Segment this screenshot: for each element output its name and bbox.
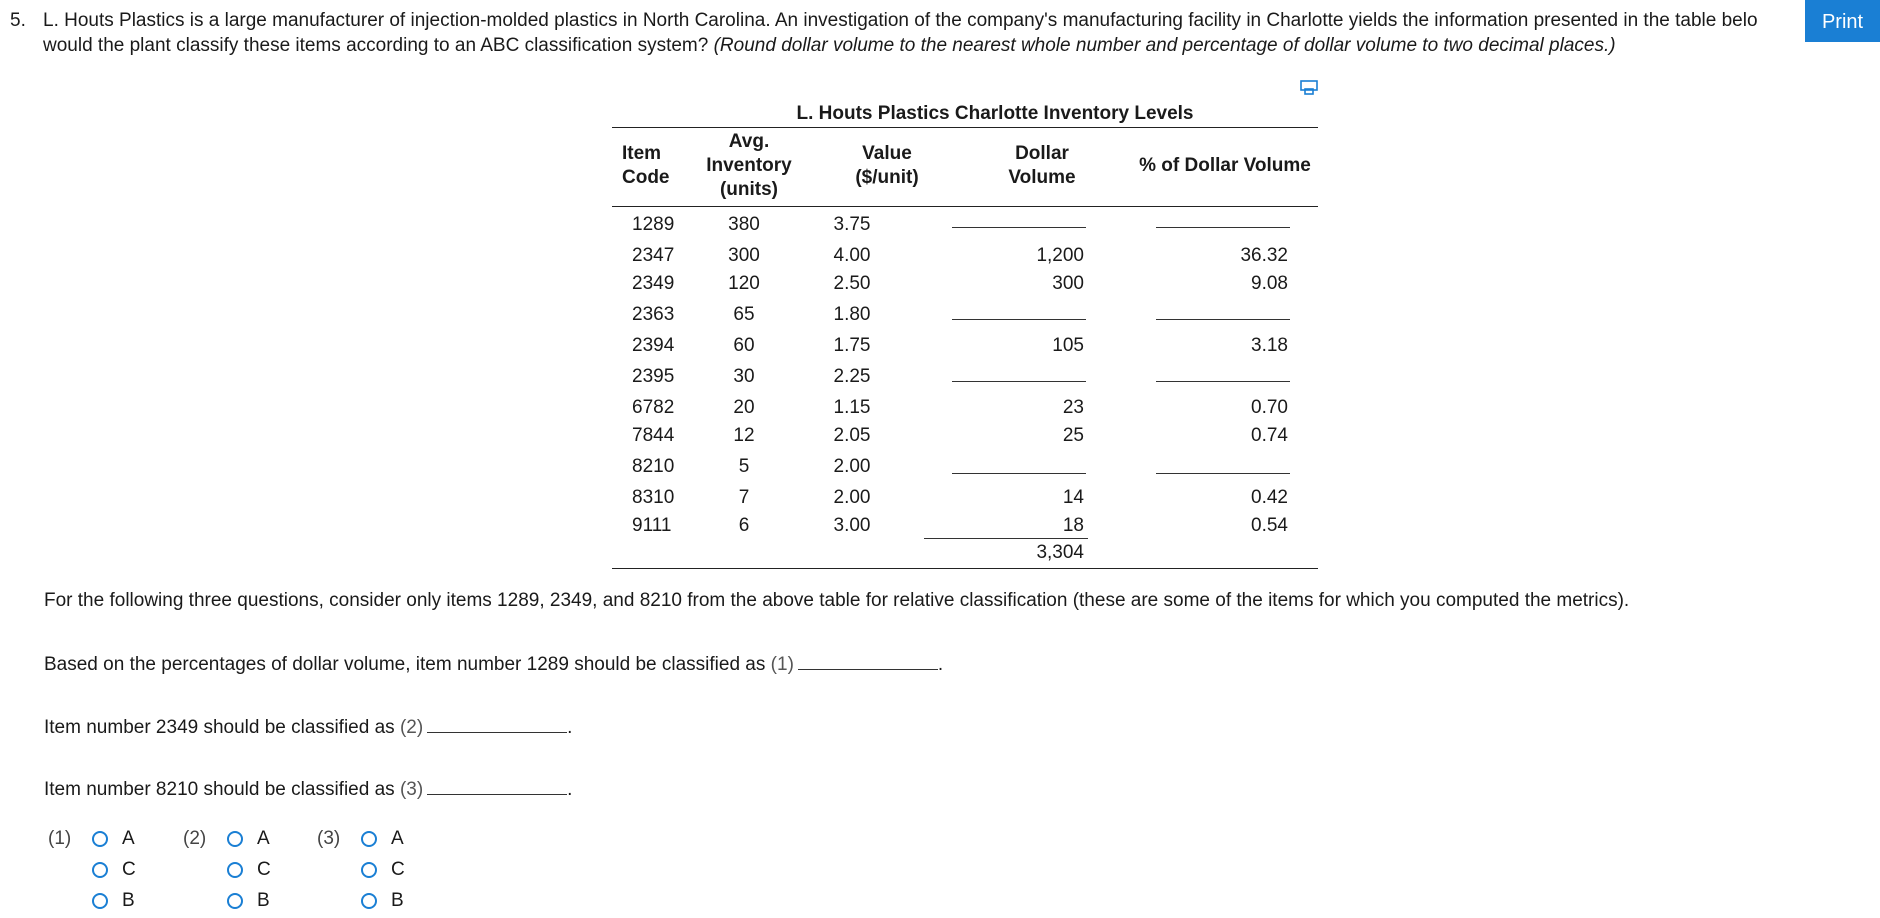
row-item-code: 2349 [632, 273, 675, 294]
question-3-text: Item number 8210 should be classified as [44, 779, 395, 800]
row-unit-value: 2.00 [833, 487, 871, 508]
radio-option-label: C [122, 859, 136, 880]
question-1-answer-blank [798, 651, 938, 670]
radio-option-3-2[interactable] [361, 888, 404, 914]
question-2: Item number 2349 should be classified as (2) . [44, 714, 572, 740]
row-unit-value: 2.00 [833, 456, 871, 477]
row-item-code: 2363 [632, 304, 675, 325]
question-1-text: Based on the percentages of dollar volume, item number 1289 should be classified as [44, 654, 766, 675]
dollar-volume-input-blank[interactable] [952, 472, 1086, 474]
radio-option-3-1[interactable] [361, 857, 405, 883]
radio-option-label: A [122, 828, 135, 849]
table-bottom-rule [612, 568, 1318, 569]
row-pct-dollar-volume: 36.32 [1240, 245, 1288, 266]
header-bottom-rule [612, 206, 1318, 207]
answer-group-label: (2) [183, 828, 207, 849]
radio-option-label: A [257, 828, 270, 849]
total-dollar-volume: 3,304 [1036, 542, 1084, 563]
table-top-rule [612, 127, 1318, 128]
row-dollar-volume: 1,200 [1036, 245, 1084, 266]
row-unit-value: 1.75 [833, 335, 871, 356]
pct-input-blank[interactable] [1156, 226, 1290, 228]
question-2-answer-blank [427, 714, 567, 733]
header-dollar-volume: Dollar Volume [1008, 143, 1076, 188]
row-dollar-volume: 18 [1062, 515, 1084, 536]
row-item-code: 7844 [632, 425, 675, 446]
row-unit-value: 2.25 [833, 366, 871, 387]
row-avg-inventory: 65 [733, 304, 755, 325]
row-avg-inventory: 60 [733, 335, 755, 356]
radio-circle-icon[interactable] [361, 893, 377, 909]
row-item-code: 8210 [632, 456, 675, 477]
row-avg-inventory: 30 [733, 366, 755, 387]
radio-circle-icon[interactable] [361, 862, 377, 878]
row-avg-inventory: 380 [728, 214, 760, 235]
row-dollar-volume: 105 [1052, 335, 1084, 356]
question-3: Item number 8210 should be classified as (3) . [44, 776, 572, 802]
radio-option-2-2[interactable] [227, 888, 270, 914]
radio-circle-icon[interactable] [92, 831, 108, 847]
question-number: 5. [10, 10, 26, 31]
row-item-code: 2395 [632, 366, 675, 387]
answer-group-label: (1) [48, 828, 72, 849]
row-unit-value: 3.00 [833, 515, 871, 536]
row-unit-value: 1.15 [833, 397, 871, 418]
row-avg-inventory: 120 [728, 273, 760, 294]
header-pct-dollar-volume: % of Dollar Volume [1139, 155, 1311, 176]
radio-circle-icon[interactable] [227, 831, 243, 847]
row-pct-dollar-volume: 0.42 [1251, 487, 1288, 508]
row-item-code: 2347 [632, 245, 675, 266]
radio-circle-icon[interactable] [227, 862, 243, 878]
question-2-label: (2) [399, 717, 424, 738]
answer-group-label: (3) [317, 828, 341, 849]
row-avg-inventory: 5 [738, 456, 750, 477]
question-3-answer-blank [427, 776, 567, 795]
dollar-volume-input-blank[interactable] [952, 380, 1086, 382]
radio-circle-icon[interactable] [92, 862, 108, 878]
question-text-line2: would the plant classify these items according to an ABC classification system? [43, 35, 709, 56]
row-unit-value: 2.05 [833, 425, 871, 446]
row-pct-dollar-volume: 3.18 [1251, 335, 1288, 356]
row-avg-inventory: 12 [733, 425, 755, 446]
row-avg-inventory: 20 [733, 397, 755, 418]
question-3-label: (3) [399, 779, 424, 800]
consider-note: For the following three questions, consider only items 1289, 2349, and 8210 from the above table for relative classification (these are some of the items for which you computed the metrics). [44, 590, 1630, 611]
question-text-line1: L. Houts Plastics is a large manufacturer of injection-molded plastics in North Carolina. An investigation of the company's manufacturing facility in Charlotte yields the information presented in the table belo [43, 10, 1758, 31]
row-pct-dollar-volume: 0.74 [1251, 425, 1288, 446]
question-2-text: Item number 2349 should be classified as [44, 717, 395, 738]
pct-input-blank[interactable] [1156, 472, 1290, 474]
radio-option-2-0[interactable] [227, 826, 270, 852]
expand-window-icon[interactable] [1300, 80, 1318, 96]
inventory-table [612, 100, 1318, 563]
row-avg-inventory: 7 [738, 487, 750, 508]
row-pct-dollar-volume: 9.08 [1251, 273, 1288, 294]
header-value: Value ($/unit) [855, 143, 919, 188]
pct-input-blank[interactable] [1156, 380, 1290, 382]
total-sum-line [924, 538, 1088, 539]
radio-option-label: B [391, 890, 404, 911]
row-pct-dollar-volume: 0.54 [1251, 515, 1288, 536]
radio-option-3-0[interactable] [361, 826, 404, 852]
pct-input-blank[interactable] [1156, 318, 1290, 320]
radio-option-label: C [391, 859, 405, 880]
row-item-code: 8310 [632, 487, 675, 508]
row-pct-dollar-volume: 0.70 [1251, 397, 1288, 418]
row-unit-value: 1.80 [833, 304, 871, 325]
row-item-code: 1289 [632, 214, 675, 235]
radio-circle-icon[interactable] [227, 893, 243, 909]
row-item-code: 9111 [632, 515, 672, 536]
row-dollar-volume: 14 [1062, 487, 1084, 508]
header-item-code: Item Code [622, 143, 670, 188]
dollar-volume-input-blank[interactable] [952, 226, 1086, 228]
question-text [43, 8, 1798, 58]
question-1: Based on the percentages of dollar volume, item number 1289 should be classified as (1) . [44, 651, 943, 677]
radio-option-2-1[interactable] [227, 857, 271, 883]
radio-option-label: B [257, 890, 270, 911]
radio-option-label: B [122, 890, 135, 911]
row-avg-inventory: 300 [728, 245, 760, 266]
question-instruction: (Round dollar volume to the nearest whole number and percentage of dollar volume to two decimal places.) [713, 35, 1616, 56]
radio-circle-icon[interactable] [361, 831, 377, 847]
row-item-code: 6782 [632, 397, 675, 418]
radio-option-label: A [391, 828, 404, 849]
radio-option-1-2[interactable] [92, 888, 135, 914]
row-avg-inventory: 6 [738, 515, 750, 536]
question-1-label: (1) [770, 654, 794, 675]
row-dollar-volume: 23 [1062, 397, 1084, 418]
radio-option-1-0[interactable] [92, 826, 135, 852]
row-dollar-volume: 300 [1052, 273, 1084, 294]
row-unit-value: 3.75 [833, 214, 871, 235]
dollar-volume-input-blank[interactable] [952, 318, 1086, 320]
radio-circle-icon[interactable] [92, 893, 108, 909]
table-title: L. Houts Plastics Charlotte Inventory Levels [796, 103, 1194, 124]
header-avg-inventory: Avg. Inventory (units) [706, 131, 792, 200]
row-unit-value: 2.50 [833, 273, 871, 294]
row-item-code: 2394 [632, 335, 675, 356]
radio-option-1-1[interactable] [92, 857, 136, 883]
row-unit-value: 4.00 [833, 245, 871, 266]
row-dollar-volume: 25 [1062, 425, 1084, 446]
print-button[interactable]: Print [1805, 0, 1880, 42]
radio-option-label: C [257, 859, 271, 880]
